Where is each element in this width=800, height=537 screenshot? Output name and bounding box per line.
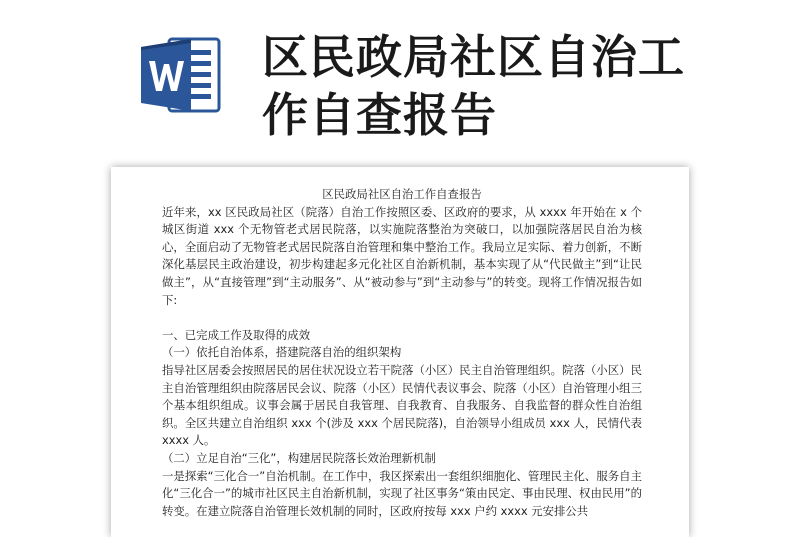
document-title: 区民政局社区自治工作自查报告 xyxy=(322,187,482,201)
subsection-heading-2: （二）立足自治“三化”，构建居民院落长效治理新机制 xyxy=(162,450,436,465)
word-document-icon xyxy=(139,33,223,117)
header-banner xyxy=(0,0,800,160)
paragraph-mechanism: 一是探索“三化合一”自治机制。在工作中，我区探索出一套组织细胞化、管理民主化、服务自主化“三化合一”的城市社区民主自治新机制，实现了社区事务“策由民定、事由民理、权由民用”的转变。在建立院落自治管理长效机制的同时，区政府按每 xxx 户约 xxxx 元安排公共 xyxy=(162,468,642,518)
page-title: 区民政局社区自治工作自查报告 xyxy=(262,30,685,142)
subsection-heading-1: （一）依托自治体系，搭建院落自治的组织架构 xyxy=(162,345,402,360)
intro-paragraph: 近年来，xx 区民政局社区（院落）自治工作按照区委、区政府的要求，从 xxxx 年开始在 x 个城区街道 xxx 个无物管老式居民院落，以实施院落整治为突破口，以加强院落居民自治为核心，全面启动了无物管老式居民院落自治管理和集中整治工作。我局立足实际、着力创新，不断深化基层民主政治建设，初步构建起多元化社区自治新机制，基本实现了从“代民做主”到“让民做主”，从“直接管理”到“主动服务”、从“被动参与”到“主动参与”的转变。现将工作情况报告如下: xyxy=(162,204,642,307)
section-heading: 一、已完成工作及取得的成效 xyxy=(162,327,311,342)
blank-line xyxy=(162,309,642,327)
paragraph-organization: 指导社区居委会按照居民的居住状况设立若干院落（小区）民主自治管理组织。院落（小区）民主自治管理组织由院落居民会议、院落（小区）民情代表议事会、院落（小区）自治管理小组三个基本组织组成。议事会属于居民自我管理、自我教育、自我服务、自我监督的群众性自治组织。全区共建立自治组织 xxx 个(涉及 xxx 个居民院落)，自治领导小组成员 xxx 人，民情代表 xxxx 人。 xyxy=(162,362,642,448)
document-body xyxy=(162,186,642,520)
